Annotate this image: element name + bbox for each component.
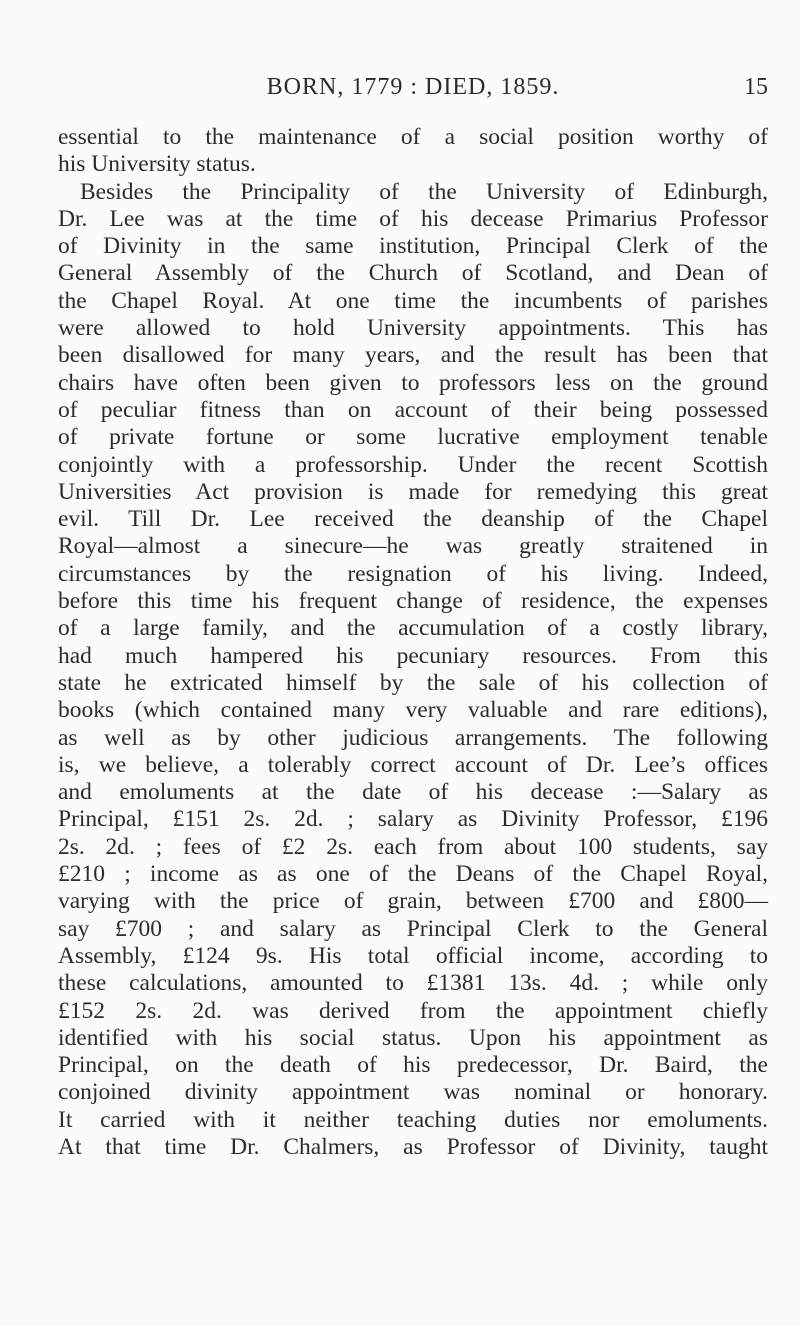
text-line: essential to the maintenance of a social position worthy of [58,124,768,150]
text-line: state he extricated himself by the sale of his collection of [58,669,768,696]
text-line: Principal, on the death of his predecessor, Dr. Baird, the [58,1052,768,1079]
text-line: as well as by other judicious arrangements. The following [58,724,768,751]
running-head [58,70,768,114]
text-line: General Assembly of the Church of Scotland, and Dean of [58,260,768,287]
page-number: 15 [744,74,768,100]
text-line: were allowed to hold University appointments. This has [58,315,768,342]
text-line: At that time Dr. Chalmers, as Professor of Divinity, taught [58,1133,768,1160]
text-line: these calculations, amounted to £1381 13s. 4d. ; while only [58,970,768,997]
text-line: Besides the Principality of the University of Edinburgh, [80,178,768,205]
text-line: of a large family, and the accumulation of a costly library, [58,615,768,642]
text-line: Universities Act provision is made for remedying this great [58,478,768,505]
text-line: Principal, £151 2s. 2d. ; salary as Divinity Professor, £196 [58,806,768,833]
text-line: had much hampered his pecuniary resources. From this [58,642,768,669]
text-line: Assembly, £124 9s. His total official income, according to [58,942,768,969]
text-line: conjointly with a professorship. Under the recent Scottish [58,451,768,478]
text-line: chairs have often been given to professors less on the ground [58,369,768,396]
text-line: of peculiar fitness than on account of their being possessed [58,396,768,423]
text-line: say £700 ; and salary as Principal Clerk to the General [58,915,768,942]
text-line: been disallowed for many years, and the result has been that [58,342,768,369]
text-line: his University status. [58,151,256,178]
text-line: of private fortune or some lucrative employment tenable [58,424,768,451]
text-line: £152 2s. 2d. was derived from the appointment chiefly [58,997,768,1024]
text-line: the Chapel Royal. At one time the incumbents of parishes [58,287,768,314]
text-line: 2s. 2d. ; fees of £2 2s. each from about 100 students, say [58,833,768,860]
text-line: circumstances by the resignation of his living. Indeed, [58,560,768,587]
text-line: and emoluments at the date of his decease :—Salary as [58,779,768,806]
text-line: books (which contained many very valuable and rare editions), [58,697,768,724]
text-line: £210 ; income as as one of the Deans of the Chapel Royal, [58,861,768,888]
text-line: varying with the price of grain, between £700 and £800— [58,888,768,915]
text-line: before this time his frequent change of residence, the expenses [58,588,768,615]
body-text [58,124,768,1161]
text-line: Royal—almost a sinecure—he was greatly straitened in [58,533,768,560]
text-line: It carried with it neither teaching duties nor emoluments. [58,1106,768,1133]
text-line: conjoined divinity appointment was nominal or honorary. [58,1079,768,1106]
running-title: BORN, 1779 : DIED, 1859. [266,74,560,100]
text-line: Dr. Lee was at the time of his decease Primarius Professor [58,205,768,232]
text-line: evil. Till Dr. Lee received the deanship of the Chapel [58,506,768,533]
text-line: is, we believe, a tolerably correct account of Dr. Lee’s offices [58,751,768,778]
text-line: of Divinity in the same institution, Principal Clerk of the [58,233,768,260]
text-line: identified with his social status. Upon his appointment as [58,1024,768,1051]
